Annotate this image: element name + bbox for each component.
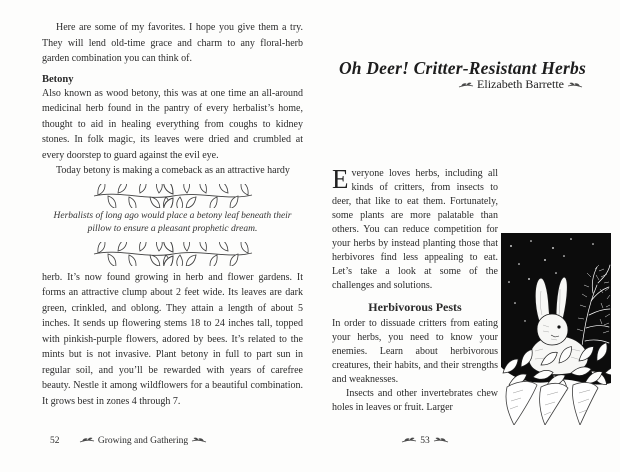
right-page-number: 53 xyxy=(420,436,430,446)
betony-heading: Betony xyxy=(42,73,74,85)
leaf-sprig-icon xyxy=(191,436,207,444)
leaf-sprig-icon xyxy=(401,436,417,444)
left-paragraph-4: herb. It’s now found growing in herb and flower gardens. It forms an attractive clump about 2 feet wide. Its leaves are dark green, crinkled, and oblong. They attain a length of about 5 inches. It sends up flowering stems 18 to 24 inches tall, topped with pinkish-purple flowers, adored by bees. It’s related to the mints but is not invasive. Plant betony in full to part sun in regular soil, and you’ll be rewarded with years of carefree beauty. Nestle it among wildflowers for a beautiful combination. It grows best in zones 4 through 7. xyxy=(42,271,303,407)
rabbit-illustration xyxy=(501,233,611,425)
leaf-sprig-icon xyxy=(567,81,583,89)
intro-text: veryone loves herbs, including all kinds of critters, from insects to deer, that like to eat them. Fortunately, some plants are more palatable than others. You can reduce competition for your herbs by instead planting those that herbivores find less appealing to eat. Let’s take a look at some of the challenges and solutions. xyxy=(332,168,498,291)
leaf-sprig-icon xyxy=(79,436,95,444)
left-paragraph-1: Here are some of my favorites. I hope you give them a try. They will lend old-time grace and charm to any floral-herb garden combination you can think of. xyxy=(42,22,303,64)
right-text-column xyxy=(332,164,498,415)
running-footer xyxy=(60,436,226,446)
running-footer-label: Growing and Gathering xyxy=(97,436,189,446)
drop-cap: E xyxy=(332,164,349,194)
leaf-sprig-icon xyxy=(458,81,474,89)
right-paragraph-2: Insects and other invertebrates chew holes in leaves or fruit. Larger xyxy=(332,388,498,413)
leaf-sprig-icon xyxy=(433,436,449,444)
author-byline xyxy=(286,77,586,92)
vine-divider-icon xyxy=(88,242,258,266)
betony-quote: Herbalists of long ago would place a betony leaf beneath their pillow to ensure a pleasant prophetic dream. xyxy=(53,210,292,234)
vine-divider-icon xyxy=(88,184,258,208)
intro-paragraph xyxy=(332,164,498,293)
section-heading-herbivorous-pests: Herbivorous Pests xyxy=(368,300,462,314)
left-page-number: 52 xyxy=(50,436,60,446)
right-page-number-footer xyxy=(340,436,510,446)
left-paragraph-3: Today betony is making a comeback as an attractive hardy xyxy=(56,165,290,176)
chapter-title: Oh Deer! Critter-Resistant Herbs xyxy=(338,57,586,78)
left-page xyxy=(42,20,303,409)
author-name: Elizabeth Barrette xyxy=(477,77,564,91)
left-paragraph-2: Also known as wood betony, this was at one time an all-around medicinal herb found in the pantry of every herbalist’s home, thought to aid in healing everything from coughs to kidney stones. In folk magic, its leaves were dried and crumbled at every doorstep to guard against the evil eye. xyxy=(42,87,303,161)
right-paragraph-1: In order to dissuade critters from eating your herbs, you need to know your enemies. Learn about herbivorous creatures, their habits, and their strengths and weaknesses. xyxy=(332,318,498,385)
